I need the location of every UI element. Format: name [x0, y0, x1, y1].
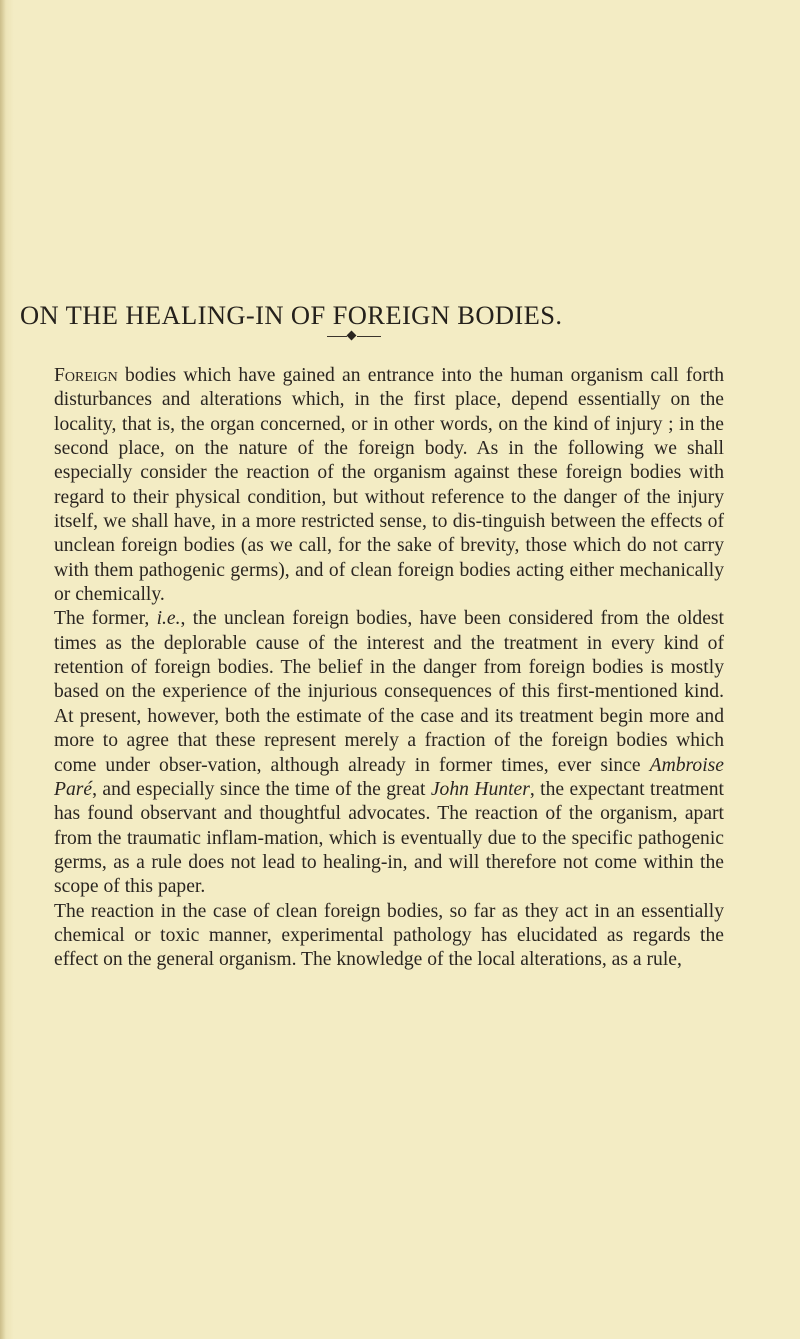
diamond-ornament-icon [347, 331, 357, 341]
body-text [54, 364, 724, 973]
chapter-title: ON THE HEALING-IN OF FOREIGN BODIES. [20, 299, 563, 330]
paragraph-2 [54, 607, 724, 899]
paragraph-1 [54, 364, 724, 607]
paragraph-2-text-a: The former, [54, 608, 157, 630]
paragraph-2-italic-ie: i.e. [156, 608, 181, 630]
paragraph-2-italic-ambroise-pare: Ambroise Paré [54, 754, 724, 800]
page-edge-shadow [0, 0, 6, 1339]
paragraph-1-text: bodies which have gained an entrance into the human organism call forth disturbances and alterations which, in the first place, depend essentially on the locality, that is, the organ concerned, or in other words, on the kind of injury ; in the second place, on the nature of the foreign body. As in the following we shall especially consider the reaction of the organism against these foreign bodies with regard to their physical condition, but without reference to the danger of the injury itself, we shall have, in a more restricted sense, to dis-tinguish between the effects of unclean foreign bodies (as we call, for the sake of brevity, those which do not carry with them pathogenic germs), and of clean foreign bodies acting either mechanically or chemically. [54, 365, 724, 606]
ornament-left-rule [327, 336, 347, 337]
paragraph-1-opening-word: Foreign [54, 365, 118, 386]
paragraph-2-text-b: , the unclean foreign bodies, have been considered from the oldest times as the deplorable cause of the interest and the treatment in every kind of retention of foreign bodies. The belief in the danger from foreign bodies is mostly based on the experience of the injurious consequences of this first-mentioned kind. At present, however, both the estimate of the case and its treatment begin more and more to agree that these represent merely a fraction of the foreign bodies which come under obser-vation, although already in former times, ever since [54, 608, 724, 776]
title-ornament-divider [327, 332, 381, 342]
paragraph-2-text-d: , the expectant treatment has found observant and thoughtful advocates. The reaction of the organism, apart from the traumatic inflam-mation, which is eventually due to the specific pathogenic germs, as a rule does not lead to healing-in, and will therefore not come within the scope of this paper. [54, 778, 724, 898]
paragraph-3-text: The reaction in the case of clean foreign bodies, so far as they act in an essentially chemical or toxic manner, experimental pathology has elucidated as regards the effect on the general organism. The knowledge of the local alterations, as a rule, [54, 900, 724, 971]
paragraph-2-italic-john-hunter: John Hunter [430, 778, 530, 800]
paragraph-3 [54, 900, 724, 973]
paragraph-2-text-c: , and especially since the time of the great [92, 778, 431, 800]
ornament-right-rule [357, 336, 381, 337]
